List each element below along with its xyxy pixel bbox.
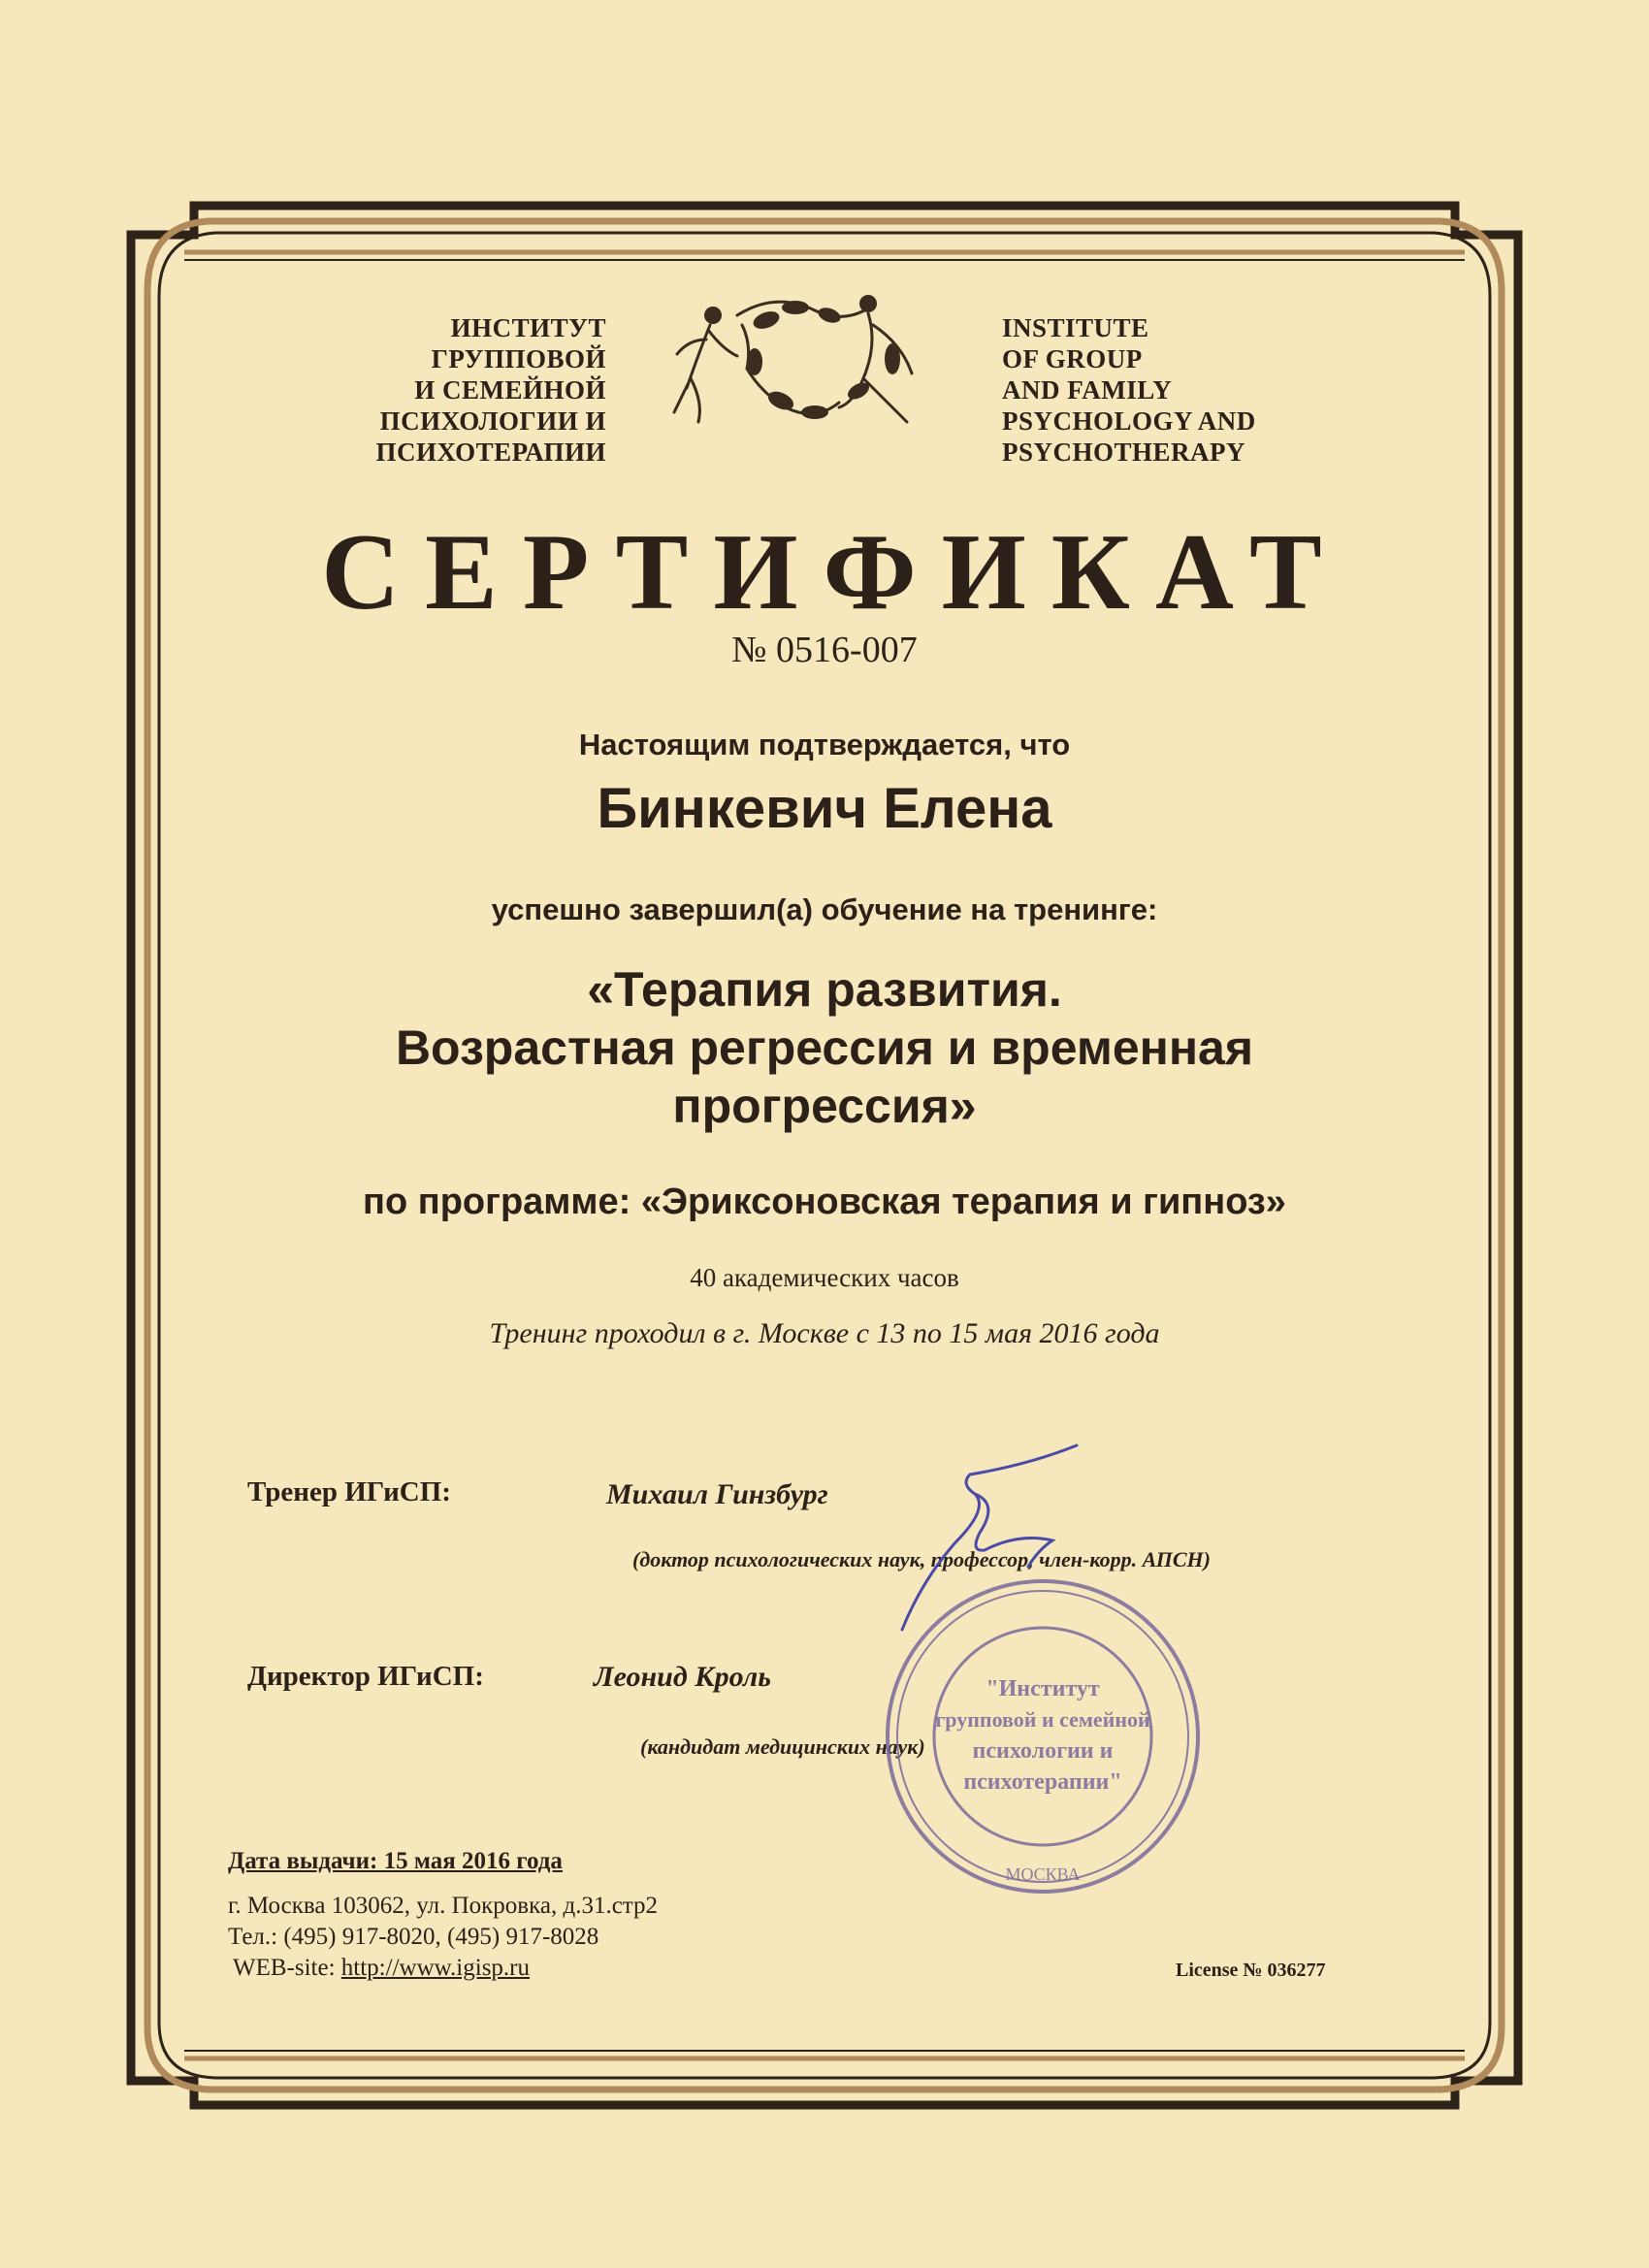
institute-ru-line: ПСИХОЛОГИИ И (379, 406, 606, 436)
stamp-line: психологии и (972, 1738, 1114, 1764)
training-title-line: прогрессия» (672, 1079, 977, 1133)
institute-ru-line: ИНСТИТУТ (450, 313, 606, 342)
training-title (242, 960, 1406, 1135)
institute-en-line: OF GROUP (1002, 344, 1143, 373)
website-line (233, 1954, 530, 1983)
certificate-title: СЕРТИФИКАТ (321, 512, 1347, 632)
training-title-line: «Терапия развития. (587, 962, 1062, 1017)
address-text: г. Москва 103062, ул. Покровка, д.31.стр2 (228, 1893, 659, 1919)
trainer-signature (883, 1436, 1135, 1639)
institute-en-line: PSYCHOLOGY AND (1002, 406, 1256, 436)
institute-ru-line: И СЕМЕЙНОЙ (414, 375, 606, 405)
recipient-name: Бинкевич Елена (597, 777, 1052, 840)
stamp-line: психотерапии" (963, 1769, 1122, 1795)
certificate-number: № 0516-007 (731, 630, 918, 670)
issue-date: Дата выдачи: 15 мая 2016 года (228, 1848, 563, 1874)
held-text: Тренинг проходил в г. Москве с 13 по 15 мая 2016 года (489, 1317, 1160, 1349)
trainer-role: Тренер ИГиСП: (247, 1476, 451, 1507)
hours-text: 40 академических часов (690, 1263, 959, 1292)
website-link[interactable]: http://www.igisp.ru (340, 1955, 530, 1981)
training-title-line: Возрастная регрессия и временная (395, 1021, 1254, 1075)
completed-text: успешно завершил(а) обучение на тренинге: (491, 892, 1158, 926)
institute-name-en (1002, 312, 1332, 468)
institute-name-ru (320, 312, 606, 468)
director-name: Леонид Кроль (594, 1661, 771, 1693)
program-text: по программе: «Эриксоновская терапия и гипноз» (363, 1182, 1286, 1222)
stamp-line: групповой и семейной (935, 1707, 1150, 1732)
institute-logo-icon (669, 286, 922, 437)
trainer-degree: (доктор психологических наук, профессор, член-корр. АПСН) (632, 1547, 1211, 1571)
director-role: Директор ИГиСП: (247, 1661, 484, 1692)
phone-text: Тел.: (495) 917-8020, (495) 917-8028 (228, 1924, 599, 1950)
director-degree: (кандидат медицинских наук) (640, 1734, 925, 1759)
stamp-line: "Институт (986, 1676, 1100, 1701)
institute-ru-line: ПСИХОТЕРАПИИ (375, 437, 606, 467)
institute-en-line: INSTITUTE (1002, 313, 1149, 342)
institute-en-line: AND FAMILY (1002, 375, 1173, 405)
website-label: WEB-site: (233, 1955, 341, 1981)
institute-en-line: PSYCHOTHERAPY (1002, 437, 1246, 467)
institute-ru-line: ГРУППОВОЙ (431, 344, 606, 373)
trainer-name: Михаил Гинзбург (606, 1478, 828, 1510)
confirms-text: Настоящим подтверждается, что (578, 728, 1071, 761)
license-number: License № 036277 (1176, 1960, 1326, 1981)
stamp-city: МОСКВА (1005, 1864, 1081, 1884)
